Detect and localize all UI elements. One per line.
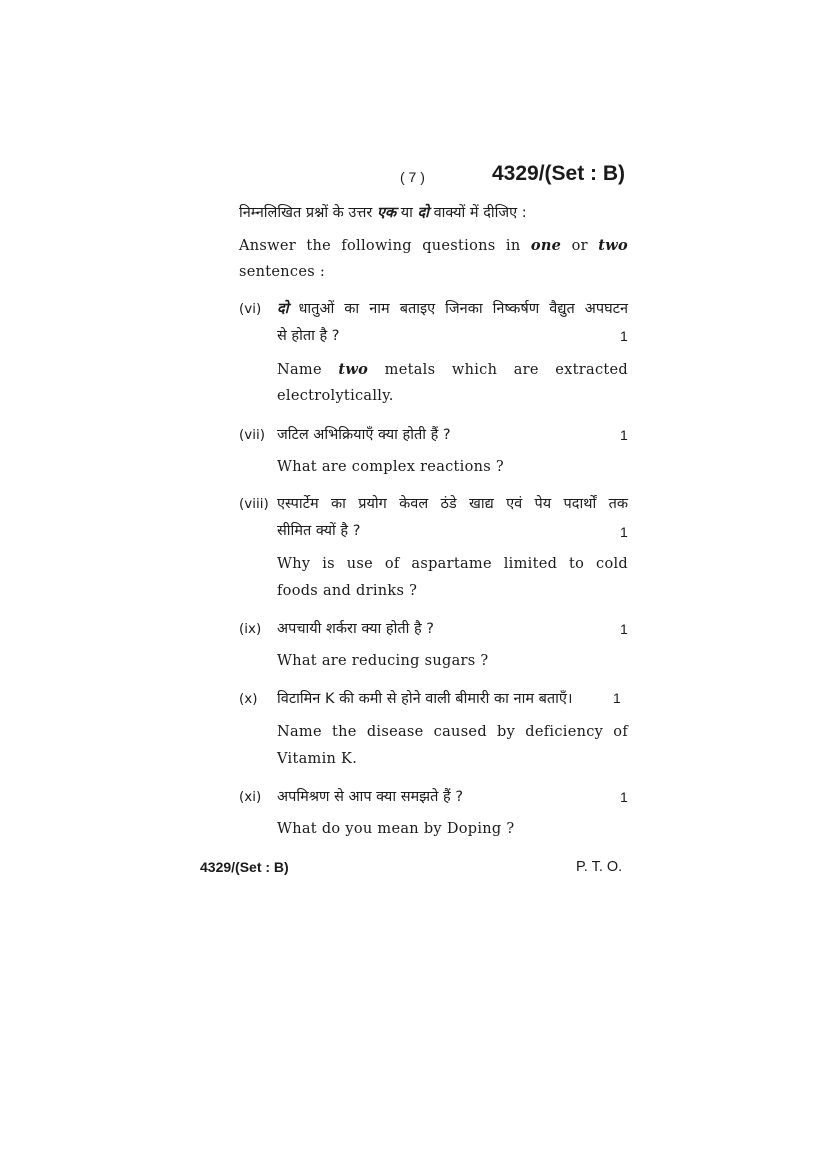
question-english-line1: What are complex reactions ? [277, 459, 505, 475]
question-mark: 1 [620, 524, 628, 540]
instruction-hindi-part3: वाक्यों में दीजिए : [433, 205, 527, 221]
question-hindi-em: दो [277, 301, 289, 317]
question-hindi-line1: अपचायी शर्करा क्या होती है ? [277, 621, 434, 637]
instruction-english-line1 [239, 237, 628, 254]
question-english-line2: foods and drinks ? [277, 583, 418, 599]
page-number: ( 7 ) [400, 169, 425, 185]
question-mark: 1 [613, 690, 621, 706]
instruction-en-em2: two [598, 237, 628, 254]
paper-code-header: 4329/(Set : B) [492, 162, 626, 185]
instruction-hindi-part1: निम्नलिखित प्रश्नों के उत्तर [239, 205, 373, 221]
question-hindi-line1: अपमिश्रण से आप क्या समझते हैं ? [277, 789, 464, 805]
pto-label: P. T. O. [576, 859, 623, 875]
question-mark: 1 [620, 789, 628, 805]
question-mark: 1 [620, 621, 628, 637]
question-en-em: two [338, 361, 369, 378]
question-english-line2: Vitamin K. [277, 751, 358, 767]
question-number: (vi) [239, 301, 262, 317]
instruction-en-em1: one [530, 237, 562, 254]
instruction-hindi [239, 202, 527, 222]
instruction-hindi-em1: एक [376, 205, 397, 221]
instruction-en-part1: Answer the following questions in [239, 238, 521, 254]
instruction-hindi-part2: या [400, 205, 413, 221]
question-hindi-line1: विटामिन K की कमी से होने वाली बीमारी का नाम बताएँ। [277, 691, 573, 707]
question-hindi-line1: जटिल अभिक्रियाएँ क्या होती हैं ? [277, 427, 451, 443]
question-number: (ix) [239, 621, 262, 637]
question-english-line1: Name the disease caused by deficiency of [277, 724, 628, 740]
question-number: (viii) [239, 496, 269, 512]
question-mark: 1 [620, 328, 628, 344]
question-en-part2: metals which are extracted [384, 362, 628, 378]
instruction-english-line2: sentences : [239, 264, 326, 280]
question-number: (xi) [239, 789, 262, 805]
question-mark: 1 [620, 427, 628, 443]
question-english-line1 [277, 361, 628, 378]
instruction-en-part2: or [571, 238, 588, 254]
question-hindi-line1 [277, 298, 628, 318]
question-number: (vii) [239, 427, 266, 443]
question-hindi-line1: एस्पार्टेम का प्रयोग केवल ठंडे खाद्य एवं पेय पदार्थों तक [277, 496, 628, 512]
instruction-hindi-em2: दो [417, 205, 429, 221]
question-hindi-text: धातुओं का नाम बताइए जिनका निष्कर्षण वैद्युत अपघटन [298, 301, 629, 317]
question-english-line1: What do you mean by Doping ? [277, 821, 515, 837]
question-hindi-line2: सीमित क्यों है ? [277, 523, 361, 539]
question-en-part1: Name [277, 362, 322, 378]
question-hindi-line2: से होता है ? [277, 328, 340, 344]
question-english-line1: Why is use of aspartame limited to cold [277, 556, 628, 572]
question-english-line2: electrolytically. [277, 388, 394, 404]
question-number: (x) [239, 691, 258, 707]
paper-code-footer: 4329/(Set : B) [200, 859, 289, 875]
question-english-line1: What are reducing sugars ? [277, 653, 489, 669]
